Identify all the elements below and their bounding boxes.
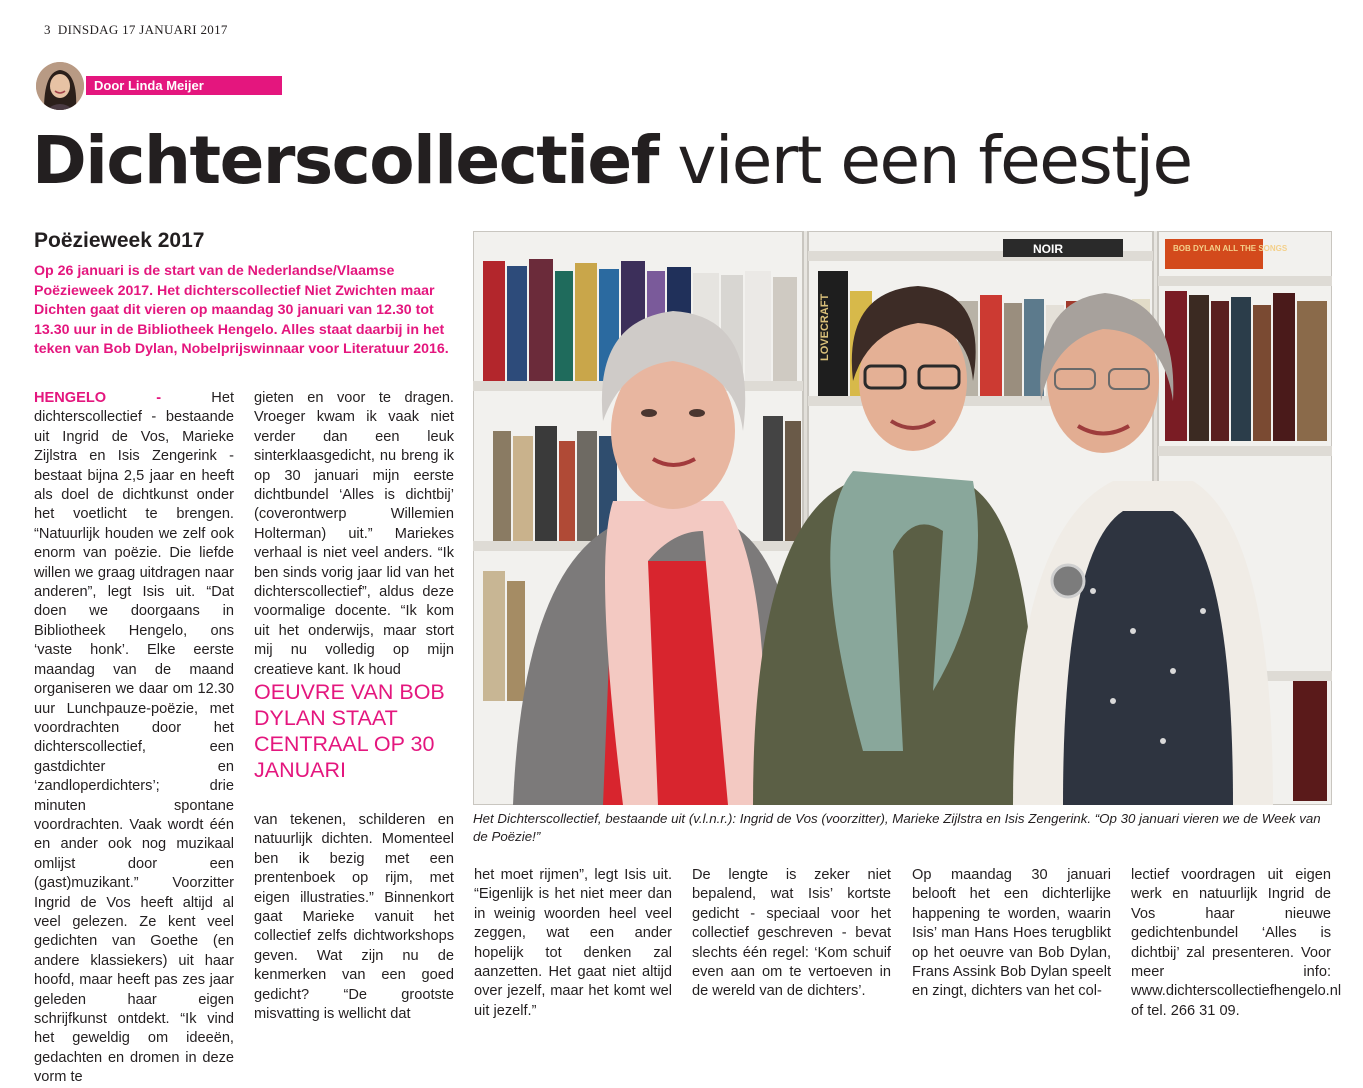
article-photo bbox=[473, 231, 1332, 805]
headline-light: viert een feestje bbox=[677, 122, 1192, 199]
book-spine-bob-dylan: BOB DYLAN ALL THE SONGS bbox=[1173, 244, 1288, 253]
dateline-city: HENGELO - bbox=[34, 390, 162, 406]
page-dateline bbox=[44, 22, 228, 38]
book-spine-noir: NOIR bbox=[1033, 242, 1063, 256]
body-column-1 bbox=[34, 389, 234, 1088]
issue-date: DINSDAG 17 JANUARI 2017 bbox=[57, 22, 228, 37]
group-portrait-image bbox=[473, 231, 1332, 805]
page-number: 3 bbox=[44, 22, 51, 37]
author-byline: Door Linda Meijer bbox=[86, 76, 282, 95]
body-column-2-top: gieten en voor te dragen. Vroeger kwam ik vaak niet verder dan een leuk sinterklaasgedicht, nu breng ik op 30 januari mijn eerste dichtbundel ‘Alles is dichtbij’ (coverontwerp Willemien Holterman) uit.” Mariekes verhaal is niet veel anders. “Ik ben sinds vorig jaar lid van het dichterscollectief”, aldus deze voormalige docente. “Ik kom uit het onderwijs, maar stort mij nu volledig op mijn creatieve kant. Ik houd bbox=[254, 390, 454, 678]
photo-caption: Het Dichterscollectief, bestaande uit (v.l.n.r.): Ingrid de Vos (voorzitter), Marieke Zijlstra en Isis Zengerink. “Op 30 januari vieren we de Week van de Poëzie!” bbox=[473, 811, 1321, 844]
book-spine-lovecraft: LOVECRAFT bbox=[819, 293, 831, 361]
lead-paragraph: Op 26 januari is de start van de Nederlandse/Vlaamse Poëzieweek 2017. Het dichterscollectief Niet Zwichten maar Dichten gaat dit vieren op maandag 30 januari van 12.30 tot 13.30 uur in de Bibliotheek Hengelo. Alles staat daarbij in het teken van Bob Dylan, Nobelprijswinnaar voor Literatuur 2016. bbox=[34, 263, 449, 358]
column-1-text: Het dichterscollectief - bestaande uit Ingrid de Vos, Marieke Zijlstra en Isis Zengerink - bestaat bijna 2,5 jaar en heeft als doel de dichtkunst onder het voetlicht te brengen. “Natuurlijk houden we zelf ook enorm van poëzie. Die liefde willen we graag uitdragen naar anderen”, legt Isis uit. “Dat doen we doorgaans in Bibliotheek Hengelo, ons ‘vaste honk’. Elke eerste maandag van de maand organiseren we daar om 12.30 uur Lunchpauze-poëzie, met voordrachten door het dichterscollectief, een gastdichter en ‘zandloperdichters’; drie minuten spontane voordrachten. Vaak wordt één en ander ook nog muzikaal omlijst door een (gast)muzikant.” Voorzitter Ingrid de Vos heeft altijd al veel gelezen. Ze kent veel gedichten van Goethe (en andere klassiekers) uit haar hoofd, maar heeft pas zes jaar geleden haar eigen schrijfkunst ontdekt. “Ik vind het geweldig om ideeën, gedachten en dromen in deze vorm te bbox=[34, 390, 234, 1086]
body-column-6: lectief voordragen uit eigen werk en natuurlijk Ingrid de Vos haar nieuwe gedichtenbundel ‘Alles is dichtbij’ zal presenteren. Voor meer info: www.dichterscollectiefhengelo.nl of tel. 266 31 09. bbox=[1131, 867, 1342, 1019]
body-column-4: De lengte is zeker niet bepalend, wat Isis’ kortste gedicht - speciaal voor het collectief geschreven - bevat slechts één regel: ‘Kom schuif even aan om te vertoeven in de wereld van de dichters’. bbox=[692, 867, 891, 1000]
headline bbox=[32, 118, 1192, 204]
body-column-5: Op maandag 30 januari belooft het een dichterlijke happening te worden, waarin Isis’ man Hans Hoes terugblikt op het oeuvre van Bob Dylan, Frans Assink Bob Dylan speelt en zingt, dichters van het col- bbox=[912, 867, 1111, 1000]
headline-bold: Dichterscollectief bbox=[32, 122, 658, 199]
author-avatar bbox=[36, 62, 84, 110]
pull-quote: OEUVRE VAN BOB DYLAN STAAT CENTRAAL OP 30 JANUARI bbox=[254, 680, 445, 782]
subheading: Poëzieweek 2017 bbox=[34, 229, 205, 252]
body-column-2-bottom: van tekenen, schilderen en natuurlijk dichten. Momenteel ben ik bezig met een prentenboek op rijm, met eigen illustraties.” Binnenkort gaat Marieke vanuit het collectief zelfs dichtworkshops geven. Wat zijn nu de kenmerken van een goed gedicht? “De grootste misvatting is wellicht dat bbox=[254, 812, 454, 1023]
author-portrait-icon bbox=[36, 62, 84, 110]
body-column-3: het moet rijmen”, legt Isis uit. “Eigenlijk is het niet meer dan in weinig woorden heel veel zeggen, wat een ander hopelijk tot denken zal aanzetten. Het gaat niet altijd over jezelf, maar het komt wel uit jezelf.” bbox=[474, 867, 672, 1019]
